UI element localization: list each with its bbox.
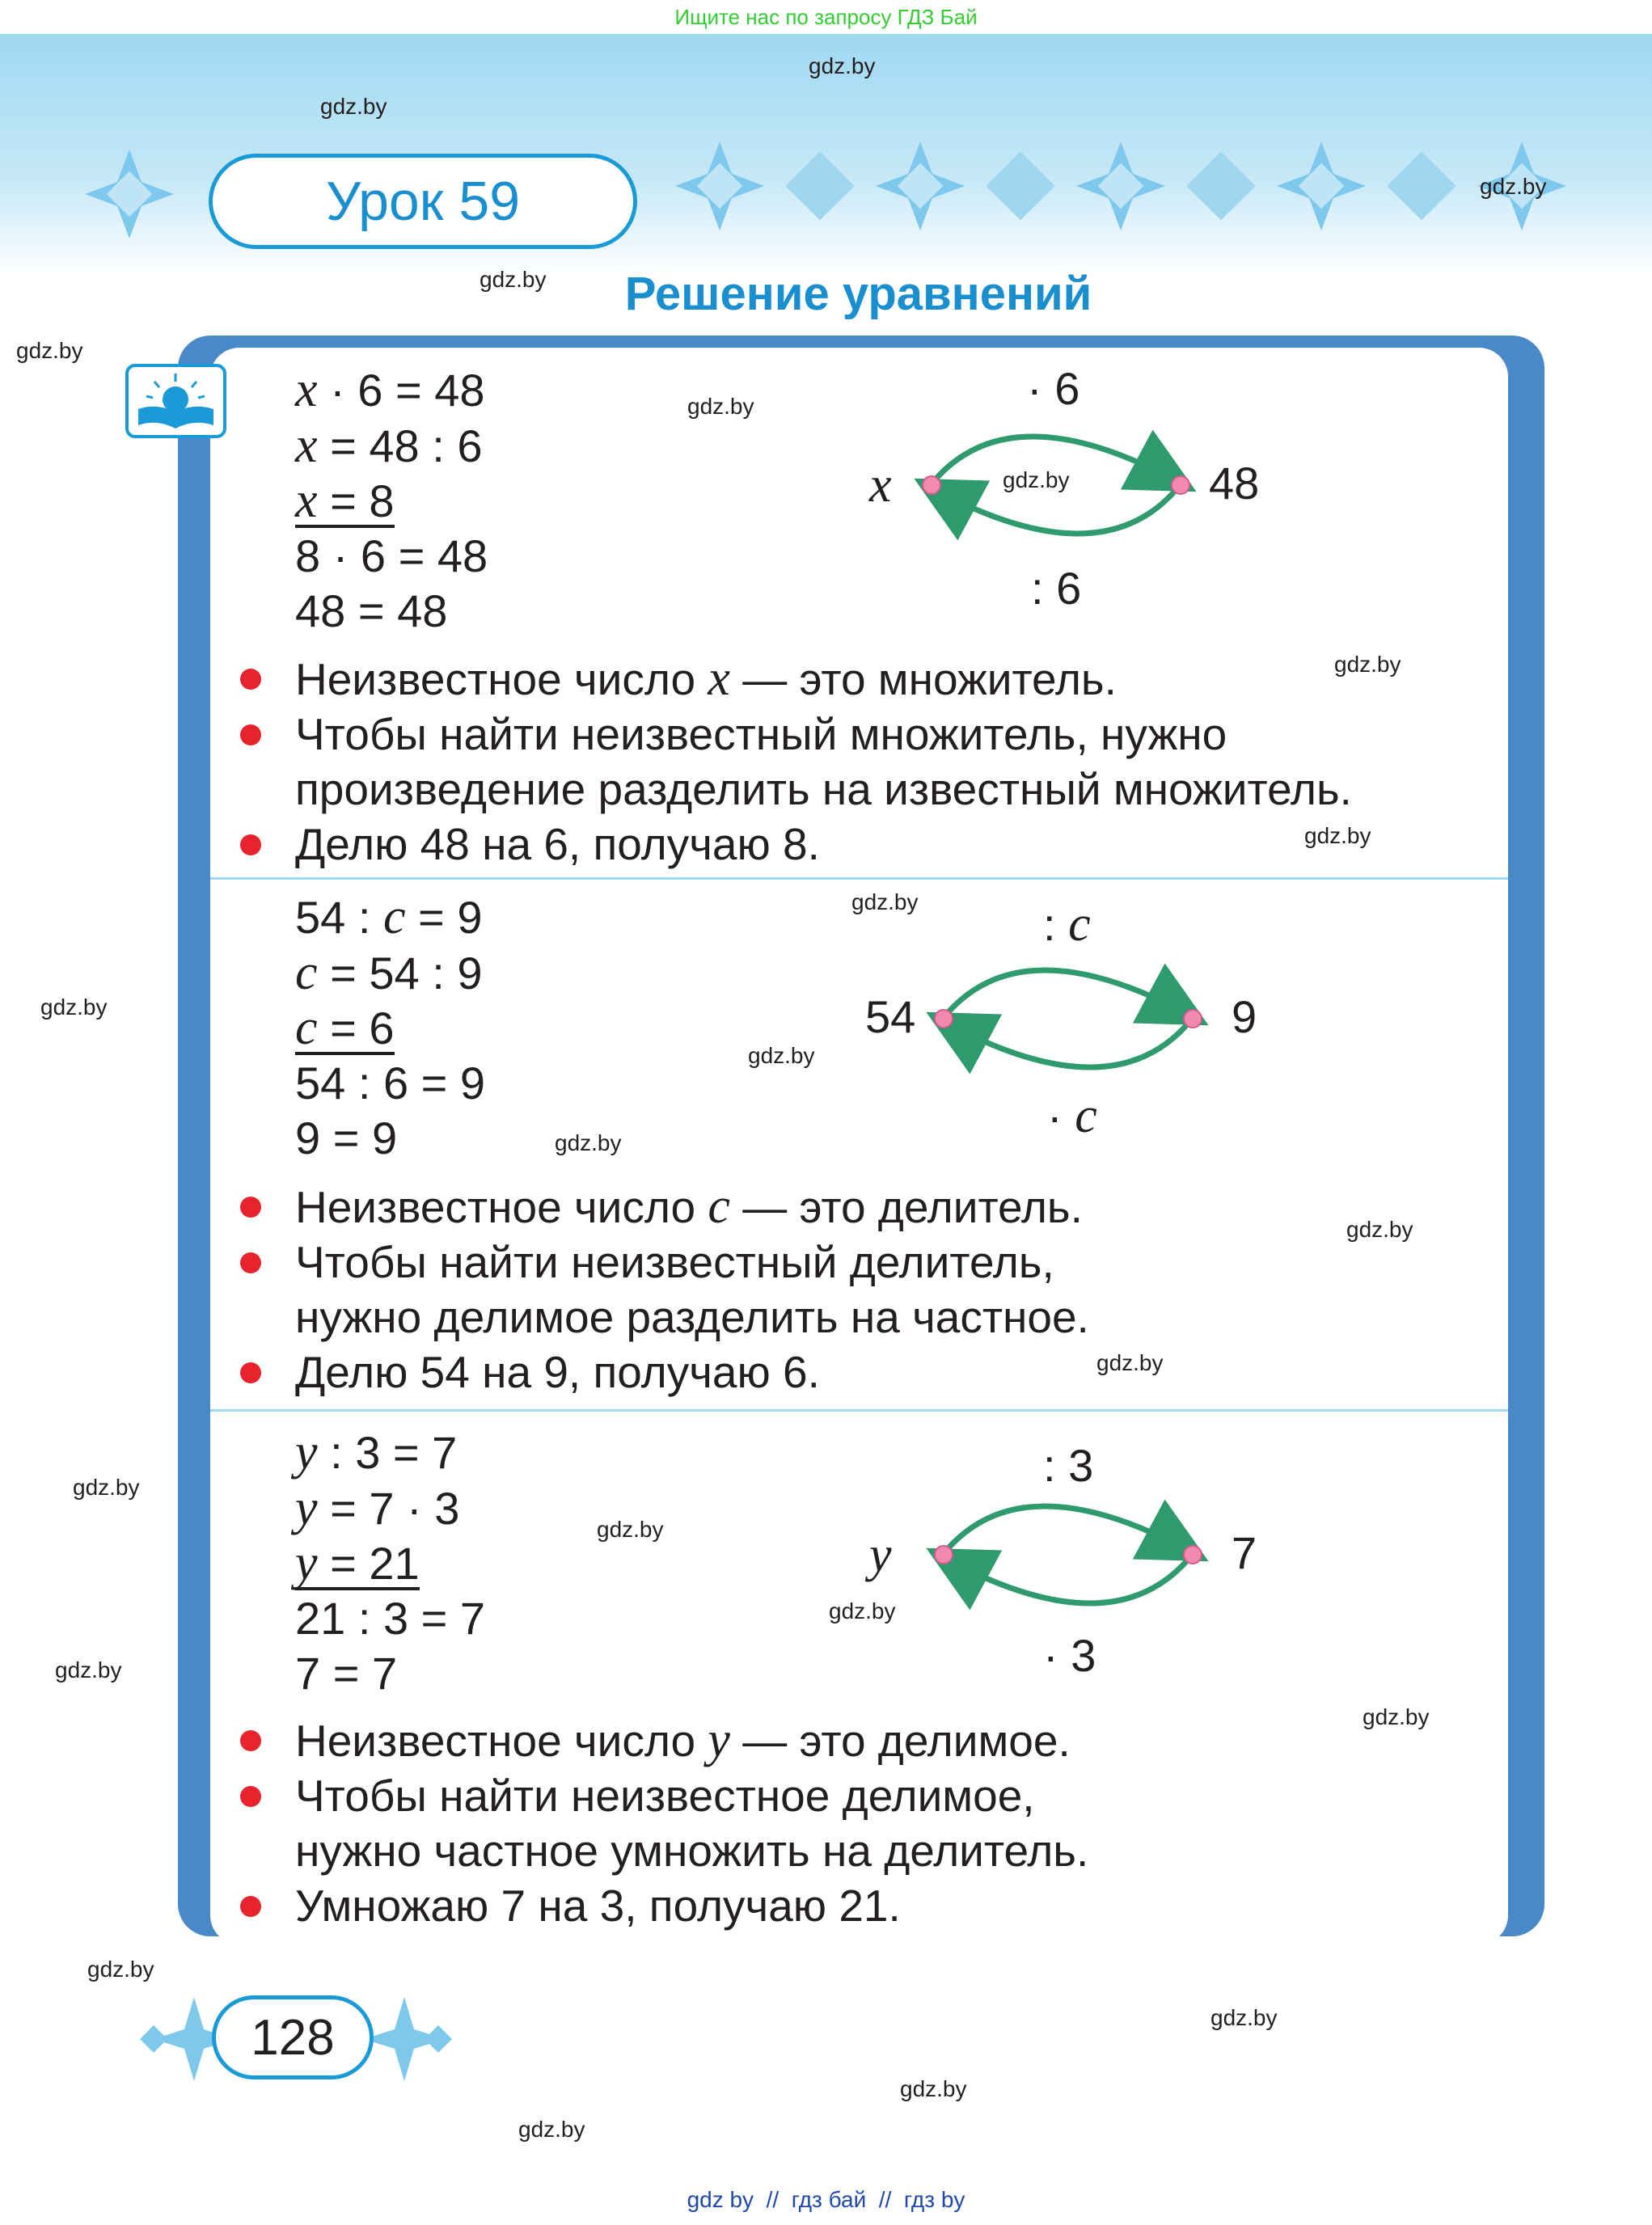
bullet-dot bbox=[240, 834, 261, 855]
equation-line: 48 = 48 bbox=[295, 585, 448, 636]
equation-text: 54 : bbox=[295, 892, 383, 943]
rule-text: Чтобы найти неизвестный делитель, bbox=[295, 1237, 1054, 1287]
rule-continuation bbox=[239, 762, 1352, 817]
snowflake-ornament-icon bbox=[872, 137, 969, 234]
rule-text: Чтобы найти неизвестный множитель, нужно bbox=[295, 709, 1227, 759]
watermark: gdz.by bbox=[518, 2117, 585, 2142]
rule-item bbox=[239, 817, 1352, 872]
solution-underline bbox=[295, 1000, 395, 1055]
rule-variable: c bbox=[708, 1179, 730, 1234]
rule-text: — это делимое. bbox=[729, 1716, 1071, 1766]
node-dot bbox=[935, 1010, 953, 1028]
node-dot bbox=[935, 1546, 953, 1564]
watermark: gdz.by bbox=[16, 338, 83, 363]
rule-text: Умножаю 7 на 3, получаю 21. bbox=[295, 1881, 901, 1931]
page-number-text: 128 bbox=[251, 2009, 335, 2066]
forward-arrow bbox=[946, 1506, 1189, 1551]
diamond-ornament-icon bbox=[771, 137, 868, 234]
rule-item bbox=[239, 1345, 1089, 1400]
rule-text: Неизвестное число bbox=[295, 1182, 708, 1232]
solution-underline bbox=[295, 473, 395, 528]
snowflake-ornament-icon bbox=[81, 146, 178, 243]
rule-item bbox=[239, 1235, 1089, 1290]
variable-y: y bbox=[295, 1535, 318, 1590]
diagram-op-text: · bbox=[1047, 1091, 1075, 1142]
diagram-op-text: : bbox=[1043, 899, 1069, 950]
node-dot bbox=[1172, 476, 1189, 494]
watermark: gdz.by bbox=[829, 1598, 896, 1623]
variable-c: c bbox=[295, 945, 318, 1000]
solution-underline bbox=[295, 1535, 420, 1590]
rule-continuation bbox=[239, 1290, 1089, 1345]
watermark: gdz.by bbox=[900, 2076, 967, 2101]
equation-text: = 54 : 9 bbox=[317, 948, 483, 999]
equation-line: 7 = 7 bbox=[295, 1648, 398, 1699]
rule-item bbox=[239, 707, 1352, 762]
diagram-bottom-op: · 3 bbox=[1043, 1630, 1096, 1681]
watermark: gdz.by bbox=[1346, 1217, 1413, 1242]
equation-text: : 3 = 7 bbox=[317, 1427, 458, 1478]
variable-c: c bbox=[1068, 897, 1091, 952]
rule-text: нужно делимое разделить на частное. bbox=[295, 1292, 1089, 1342]
snowflake-ornament-icon bbox=[671, 137, 768, 234]
rule-text: Делю 54 на 9, получаю 6. bbox=[295, 1347, 820, 1397]
equation-line: 8 · 6 = 48 bbox=[295, 530, 488, 581]
equation-line bbox=[295, 418, 488, 474]
rule-variable: x bbox=[708, 651, 730, 706]
diagram-right: 7 bbox=[1232, 1527, 1257, 1578]
variable-c: c bbox=[295, 1000, 318, 1055]
diagram-left-value: y bbox=[869, 1527, 892, 1582]
equation-line bbox=[295, 362, 488, 418]
diagram-right: 9 bbox=[1232, 991, 1257, 1042]
rule-item bbox=[239, 1179, 1089, 1235]
node-dot bbox=[1184, 1010, 1202, 1028]
rule-item bbox=[239, 1878, 1088, 1933]
equation-line: 9 = 9 bbox=[295, 1112, 398, 1163]
diagram-top-op bbox=[1043, 896, 1091, 953]
rule-text: Делю 48 на 6, получаю 8. bbox=[295, 819, 820, 869]
equation-text: = 21 bbox=[317, 1538, 420, 1589]
equation-line bbox=[295, 1425, 485, 1480]
snowflake-ornament-icon bbox=[1273, 137, 1370, 234]
diagram-bottom-op bbox=[1047, 1087, 1097, 1145]
diamond-ornament-icon bbox=[972, 137, 1069, 234]
node-dot bbox=[923, 476, 940, 494]
header-ornament bbox=[81, 137, 178, 251]
equation-line-solution bbox=[295, 474, 488, 529]
equation-line-solution bbox=[295, 1536, 485, 1591]
bullet-dot bbox=[240, 1252, 261, 1273]
watermark: gdz.by bbox=[1304, 823, 1371, 848]
bullet-dot bbox=[240, 1362, 261, 1383]
watermark: gdz.by bbox=[320, 94, 387, 119]
equation-text: = 6 bbox=[317, 1003, 395, 1053]
watermark: gdz.by bbox=[851, 889, 919, 914]
node-dot bbox=[1184, 1546, 1202, 1564]
diagram-top-op: : 3 bbox=[1043, 1440, 1094, 1491]
watermark: gdz.by bbox=[480, 267, 547, 292]
rule-continuation bbox=[239, 1823, 1088, 1878]
variable-c: c bbox=[382, 889, 406, 944]
watermark: gdz.by bbox=[1363, 1704, 1430, 1729]
bottom-links[interactable]: gdz by // гдз бай // гдз by bbox=[687, 2187, 965, 2212]
variable-y: y bbox=[295, 1480, 318, 1535]
watermark: gdz.by bbox=[1480, 174, 1547, 199]
equation-line: 54 : 6 = 9 bbox=[295, 1058, 486, 1108]
watermark: gdz.by bbox=[687, 394, 754, 419]
diagram-top-op: · 6 bbox=[1027, 363, 1080, 414]
watermark: gdz.by bbox=[87, 1957, 154, 1982]
rule-text: — это делитель. bbox=[729, 1182, 1083, 1232]
book-sun-icon bbox=[125, 364, 226, 438]
diamond-ornament-icon bbox=[1373, 137, 1470, 234]
watermark: gdz.by bbox=[1210, 2005, 1278, 2030]
watermark: gdz.by bbox=[1096, 1350, 1164, 1375]
diagram-right: 48 bbox=[1209, 458, 1260, 509]
rules-section-2 bbox=[239, 1179, 1089, 1400]
page-title: Решение уравнений bbox=[624, 268, 1092, 320]
rule-item bbox=[239, 1768, 1088, 1823]
diamond-ornament-icon bbox=[1172, 137, 1270, 234]
equation-line bbox=[295, 945, 485, 1001]
diagram-left: 54 bbox=[865, 991, 916, 1042]
forward-arrow bbox=[946, 970, 1189, 1015]
watermark: gdz.by bbox=[73, 1475, 140, 1500]
backward-arrow bbox=[946, 1023, 1189, 1067]
bullet-dot bbox=[240, 1786, 261, 1807]
rule-item bbox=[239, 651, 1352, 707]
equation-text: = 9 bbox=[405, 892, 483, 943]
diagram-left bbox=[869, 1526, 892, 1584]
rule-text: нужно частное умножить на делитель. bbox=[295, 1826, 1089, 1876]
page-number bbox=[212, 1995, 374, 2079]
header-ornament-strip bbox=[671, 137, 1570, 234]
equations-section-2 bbox=[295, 889, 485, 1166]
equation-line bbox=[295, 1480, 485, 1536]
watermark: gdz.by bbox=[40, 994, 108, 1020]
watermark: gdz.by bbox=[1003, 467, 1070, 492]
lesson-label bbox=[209, 154, 637, 249]
rule-variable: y bbox=[708, 1712, 730, 1767]
backward-arrow bbox=[946, 1559, 1189, 1603]
equation-text: = 8 bbox=[330, 475, 395, 526]
watermark: gdz.by bbox=[597, 1517, 664, 1542]
diagram-left bbox=[869, 457, 892, 514]
equations-section-3 bbox=[295, 1425, 485, 1701]
variable-x: x bbox=[295, 418, 318, 473]
bullet-dot bbox=[240, 669, 261, 690]
rule-text: Неизвестное число bbox=[295, 1716, 708, 1766]
bullet-dot bbox=[240, 724, 261, 745]
top-promo-link[interactable]: Ищите нас по запросу ГДЗ Бай bbox=[0, 0, 1652, 34]
equation-line-solution bbox=[295, 1001, 485, 1056]
equation-text: = 7 · 3 bbox=[317, 1483, 460, 1534]
watermark: gdz.by bbox=[748, 1043, 815, 1068]
equation-text: = 48 : 6 bbox=[330, 420, 483, 471]
section-divider bbox=[210, 1409, 1508, 1412]
open-book-icon bbox=[129, 367, 223, 435]
bullet-dot bbox=[240, 1896, 261, 1917]
rules-section-3 bbox=[239, 1712, 1088, 1933]
diagram-left-value: x bbox=[869, 458, 892, 513]
backward-arrow bbox=[934, 489, 1177, 534]
rule-text: Неизвестное число bbox=[295, 654, 708, 704]
rule-text: — это множитель. bbox=[729, 654, 1117, 704]
bullet-dot bbox=[240, 1730, 261, 1751]
watermark: gdz.by bbox=[55, 1657, 122, 1682]
rules-section-1 bbox=[239, 651, 1352, 872]
equation-line bbox=[295, 889, 485, 945]
watermark: gdz.by bbox=[555, 1130, 622, 1155]
equations-section-1 bbox=[295, 362, 488, 639]
snowflake-ornament-icon bbox=[1072, 137, 1169, 234]
rule-item bbox=[239, 1712, 1088, 1768]
rule-text: Чтобы найти неизвестное делимое, bbox=[295, 1771, 1035, 1821]
section-divider bbox=[210, 877, 1508, 880]
equation-line: 21 : 3 = 7 bbox=[295, 1593, 486, 1644]
rule-text: произведение разделить на известный множитель. bbox=[295, 764, 1352, 814]
watermark: gdz.by bbox=[1334, 652, 1401, 677]
bullet-dot bbox=[240, 1197, 261, 1218]
equation-text: · 6 = 48 bbox=[330, 365, 485, 416]
diagram-bottom-op: : 6 bbox=[1031, 563, 1082, 614]
lesson-label-text: Урок 59 bbox=[325, 171, 521, 232]
variable-x: x bbox=[295, 473, 318, 528]
variable-y: y bbox=[295, 1425, 318, 1480]
variable-c: c bbox=[1075, 1088, 1097, 1143]
watermark: gdz.by bbox=[809, 53, 876, 78]
variable-x: x bbox=[295, 362, 318, 417]
